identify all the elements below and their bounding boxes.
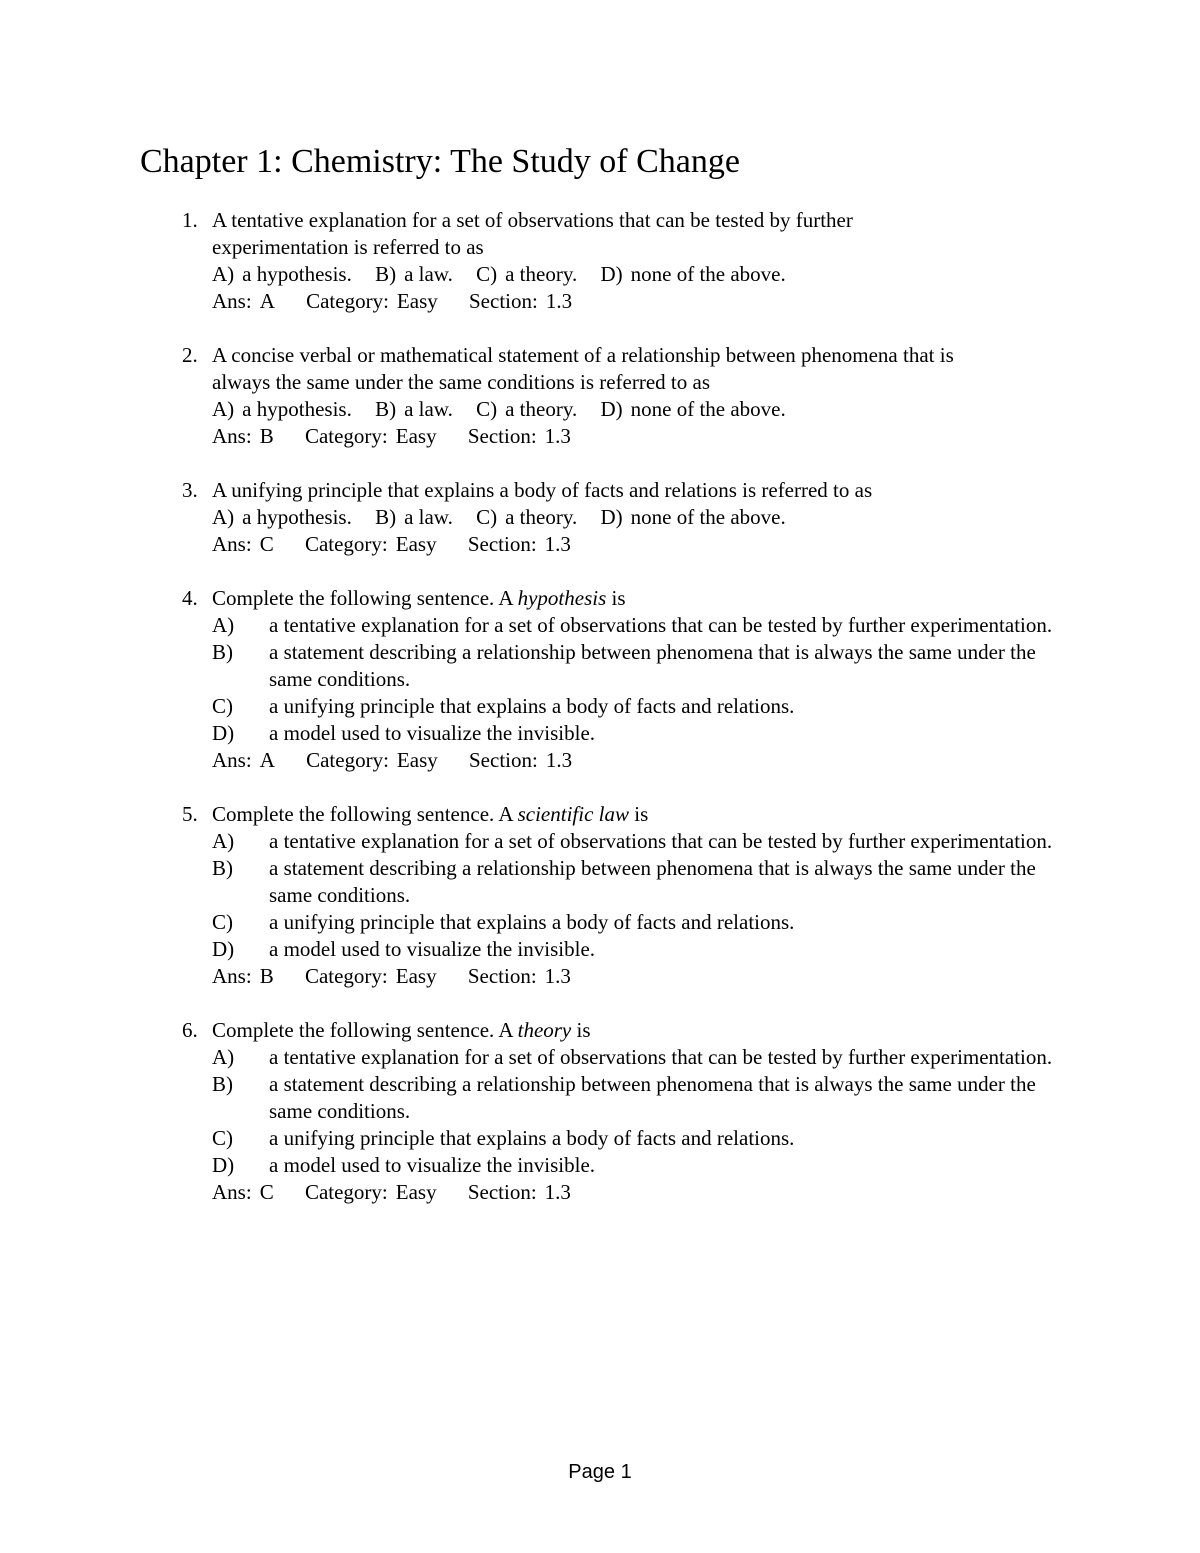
choice-text: a unifying principle that explains a body of facts and relations.	[269, 694, 795, 718]
category-value: Easy	[395, 424, 437, 448]
question-number: 6.	[182, 1018, 198, 1042]
choice-text: none of the above.	[630, 505, 786, 529]
choice-c	[212, 1125, 1062, 1152]
choice-text: a law.	[404, 397, 453, 421]
question-body	[212, 207, 1062, 315]
choice-c	[212, 693, 1062, 720]
choice-letter: B)	[212, 1072, 233, 1096]
section-value: 1.3	[544, 424, 571, 448]
answer-key	[212, 1180, 274, 1204]
choice-text: a statement describing a relationship between phenomena that is always the same under the same conditions.	[269, 856, 1036, 907]
choice-letter: A)	[212, 1045, 235, 1069]
answer-category	[305, 1180, 437, 1204]
answer-category	[305, 424, 437, 448]
choice-letter: C)	[476, 262, 498, 286]
choice-c	[476, 262, 577, 286]
choice-c	[476, 397, 577, 421]
stem-term: hypothesis	[517, 586, 607, 610]
answer-line	[212, 747, 1062, 774]
choice-d	[212, 720, 1062, 747]
choice-letter: D)	[600, 262, 623, 286]
choice-text: a theory.	[505, 397, 578, 421]
section-label: Section:	[469, 748, 538, 772]
choice-letter: B)	[212, 856, 233, 880]
choice-letter: D)	[212, 721, 235, 745]
question-number: 1.	[182, 208, 198, 232]
category-label: Category:	[304, 532, 388, 556]
section-label: Section:	[467, 964, 537, 988]
choice-text: a unifying principle that explains a body of facts and relations.	[269, 1126, 795, 1150]
answer-key	[212, 424, 274, 448]
answer-line	[212, 1179, 1062, 1206]
choice-text: a tentative explanation for a set of observations that can be tested by further experimentation.	[269, 613, 1053, 637]
choice-d	[600, 505, 785, 529]
page-title: Chapter 1: Chemistry: The Study of Change	[140, 143, 740, 180]
choice-b	[375, 397, 453, 421]
question-4	[0, 585, 1200, 774]
choice-text: a model used to visualize the invisible.	[269, 1153, 596, 1177]
section-label: Section:	[467, 532, 537, 556]
answer-line	[212, 288, 1062, 315]
question-body	[212, 585, 1062, 774]
choice-letter: B)	[212, 640, 233, 664]
question-body	[212, 477, 1062, 558]
question-1	[0, 207, 1200, 315]
choice-letter: D)	[212, 1153, 235, 1177]
answer-label: Ans:	[212, 748, 252, 772]
category-value: Easy	[395, 532, 437, 556]
category-label: Category:	[306, 289, 389, 313]
category-label: Category:	[306, 748, 389, 772]
choice-letter: A)	[212, 829, 235, 853]
section-label: Section:	[467, 424, 537, 448]
choice-a	[212, 262, 352, 286]
answer-section	[468, 964, 571, 988]
choice-list	[212, 261, 1062, 288]
answer-section	[469, 748, 572, 772]
question-6	[0, 1017, 1200, 1206]
choice-letter: A)	[212, 505, 235, 529]
stem-suffix: is	[629, 802, 649, 826]
answer-label: Ans:	[212, 964, 252, 988]
answer-category	[306, 289, 438, 313]
choice-b	[375, 262, 453, 286]
answer-value: B	[259, 964, 274, 988]
question-stem: always the same under the same conditions is referred to as	[212, 370, 711, 394]
choice-c	[212, 909, 1062, 936]
question-5	[0, 801, 1200, 990]
question-stem: experimentation is referred to as	[212, 235, 484, 259]
question-stem: A tentative explanation for a set of observations that can be tested by further	[212, 208, 853, 232]
section-value: 1.3	[545, 289, 573, 313]
answer-label: Ans:	[212, 1180, 252, 1204]
stem-prefix: Complete the following sentence. A	[212, 1018, 518, 1042]
answer-category	[305, 532, 437, 556]
choice-text: a hypothesis.	[242, 505, 352, 529]
stem-suffix: is	[606, 586, 626, 610]
answer-key	[212, 748, 275, 772]
choice-c	[476, 505, 577, 529]
choice-text: a theory.	[505, 505, 578, 529]
answer-label: Ans:	[212, 424, 252, 448]
stem-suffix: is	[571, 1018, 591, 1042]
choice-a	[212, 1044, 1062, 1071]
category-value: Easy	[396, 289, 438, 313]
choice-a	[212, 397, 352, 421]
section-label: Section:	[467, 1180, 537, 1204]
choice-d	[212, 1152, 1062, 1179]
choice-text: a model used to visualize the invisible.	[269, 937, 596, 961]
section-value: 1.3	[545, 748, 573, 772]
choice-text: a tentative explanation for a set of observations that can be tested by further experimentation.	[269, 829, 1053, 853]
stem-prefix: Complete the following sentence. A	[212, 586, 518, 610]
section-value: 1.3	[544, 964, 571, 988]
answer-key	[212, 532, 274, 556]
category-label: Category:	[304, 964, 388, 988]
choice-text: a hypothesis.	[242, 262, 352, 286]
choice-text: a tentative explanation for a set of observations that can be tested by further experimentation.	[269, 1045, 1053, 1069]
answer-label: Ans:	[212, 532, 252, 556]
section-value: 1.3	[544, 1180, 571, 1204]
answer-value: C	[259, 532, 274, 556]
question-number: 2.	[182, 343, 198, 367]
answer-line	[212, 963, 1062, 990]
question-2	[0, 342, 1200, 450]
page-number-footer: Page 1	[568, 1461, 632, 1483]
answer-value: C	[259, 1180, 274, 1204]
stem-prefix: Complete the following sentence. A	[212, 802, 518, 826]
choice-letter: C)	[476, 505, 498, 529]
choice-letter: C)	[476, 397, 498, 421]
choice-text: a statement describing a relationship between phenomena that is always the same under the same conditions.	[269, 1072, 1036, 1123]
answer-key	[212, 289, 275, 313]
choice-text: a model used to visualize the invisible.	[269, 721, 596, 745]
category-label: Category:	[304, 424, 388, 448]
choice-text: none of the above.	[630, 262, 786, 286]
choice-text: a law.	[404, 505, 453, 529]
question-body	[212, 342, 1062, 450]
answer-section	[469, 289, 572, 313]
category-value: Easy	[395, 964, 437, 988]
choice-letter: A)	[212, 613, 235, 637]
choice-text: a theory.	[505, 262, 578, 286]
answer-value: A	[259, 289, 275, 313]
answer-line	[212, 531, 1062, 558]
question-number: 4.	[182, 586, 198, 610]
question-number: 3.	[182, 478, 198, 502]
category-label: Category:	[304, 1180, 388, 1204]
question-stem	[212, 585, 1062, 612]
choice-d	[212, 936, 1062, 963]
question-stem: A concise verbal or mathematical statement of a relationship between phenomena that is	[212, 343, 954, 367]
answer-line	[212, 423, 1062, 450]
choice-list	[212, 504, 1062, 531]
answer-section	[468, 424, 571, 448]
answer-section	[468, 1180, 571, 1204]
choice-list	[212, 396, 1062, 423]
choice-b	[212, 855, 1062, 909]
answer-category	[305, 964, 437, 988]
choice-b	[212, 1071, 1062, 1125]
answer-key	[212, 964, 274, 988]
choice-letter: A)	[212, 262, 235, 286]
choice-text: none of the above.	[630, 397, 786, 421]
question-number: 5.	[182, 802, 198, 826]
category-value: Easy	[396, 748, 438, 772]
stem-term: scientific law	[517, 802, 630, 826]
answer-category	[306, 748, 438, 772]
choice-letter: D)	[600, 505, 623, 529]
choice-text: a statement describing a relationship between phenomena that is always the same under the same conditions.	[269, 640, 1036, 691]
choice-a	[212, 828, 1062, 855]
section-label: Section:	[469, 289, 538, 313]
choice-b	[212, 639, 1062, 693]
question-stem: A unifying principle that explains a body of facts and relations is referred to as	[212, 478, 873, 502]
choice-letter: C)	[212, 910, 233, 934]
choice-letter: B)	[375, 397, 397, 421]
choice-b	[375, 505, 453, 529]
question-stem	[212, 801, 1062, 828]
choice-letter: A)	[212, 397, 235, 421]
choice-letter: B)	[375, 505, 397, 529]
choice-letter: C)	[212, 1126, 233, 1150]
choice-letter: D)	[212, 937, 235, 961]
answer-value: B	[259, 424, 274, 448]
answer-value: A	[259, 748, 275, 772]
choice-text: a hypothesis.	[242, 397, 352, 421]
choice-letter: C)	[212, 694, 233, 718]
question-list	[0, 207, 1200, 1233]
question-3	[0, 477, 1200, 558]
category-value: Easy	[395, 1180, 437, 1204]
question-body	[212, 801, 1062, 990]
choice-text: a unifying principle that explains a body of facts and relations.	[269, 910, 795, 934]
choice-text: a law.	[404, 262, 453, 286]
choice-letter: B)	[375, 262, 397, 286]
choice-d	[600, 262, 785, 286]
choice-d	[600, 397, 785, 421]
question-body	[212, 1017, 1062, 1206]
question-stem	[212, 1017, 1062, 1044]
choice-a	[212, 505, 352, 529]
choice-a	[212, 612, 1062, 639]
choice-letter: D)	[600, 397, 623, 421]
answer-label: Ans:	[212, 289, 252, 313]
section-value: 1.3	[544, 532, 571, 556]
stem-term: theory	[517, 1018, 572, 1042]
answer-section	[468, 532, 571, 556]
